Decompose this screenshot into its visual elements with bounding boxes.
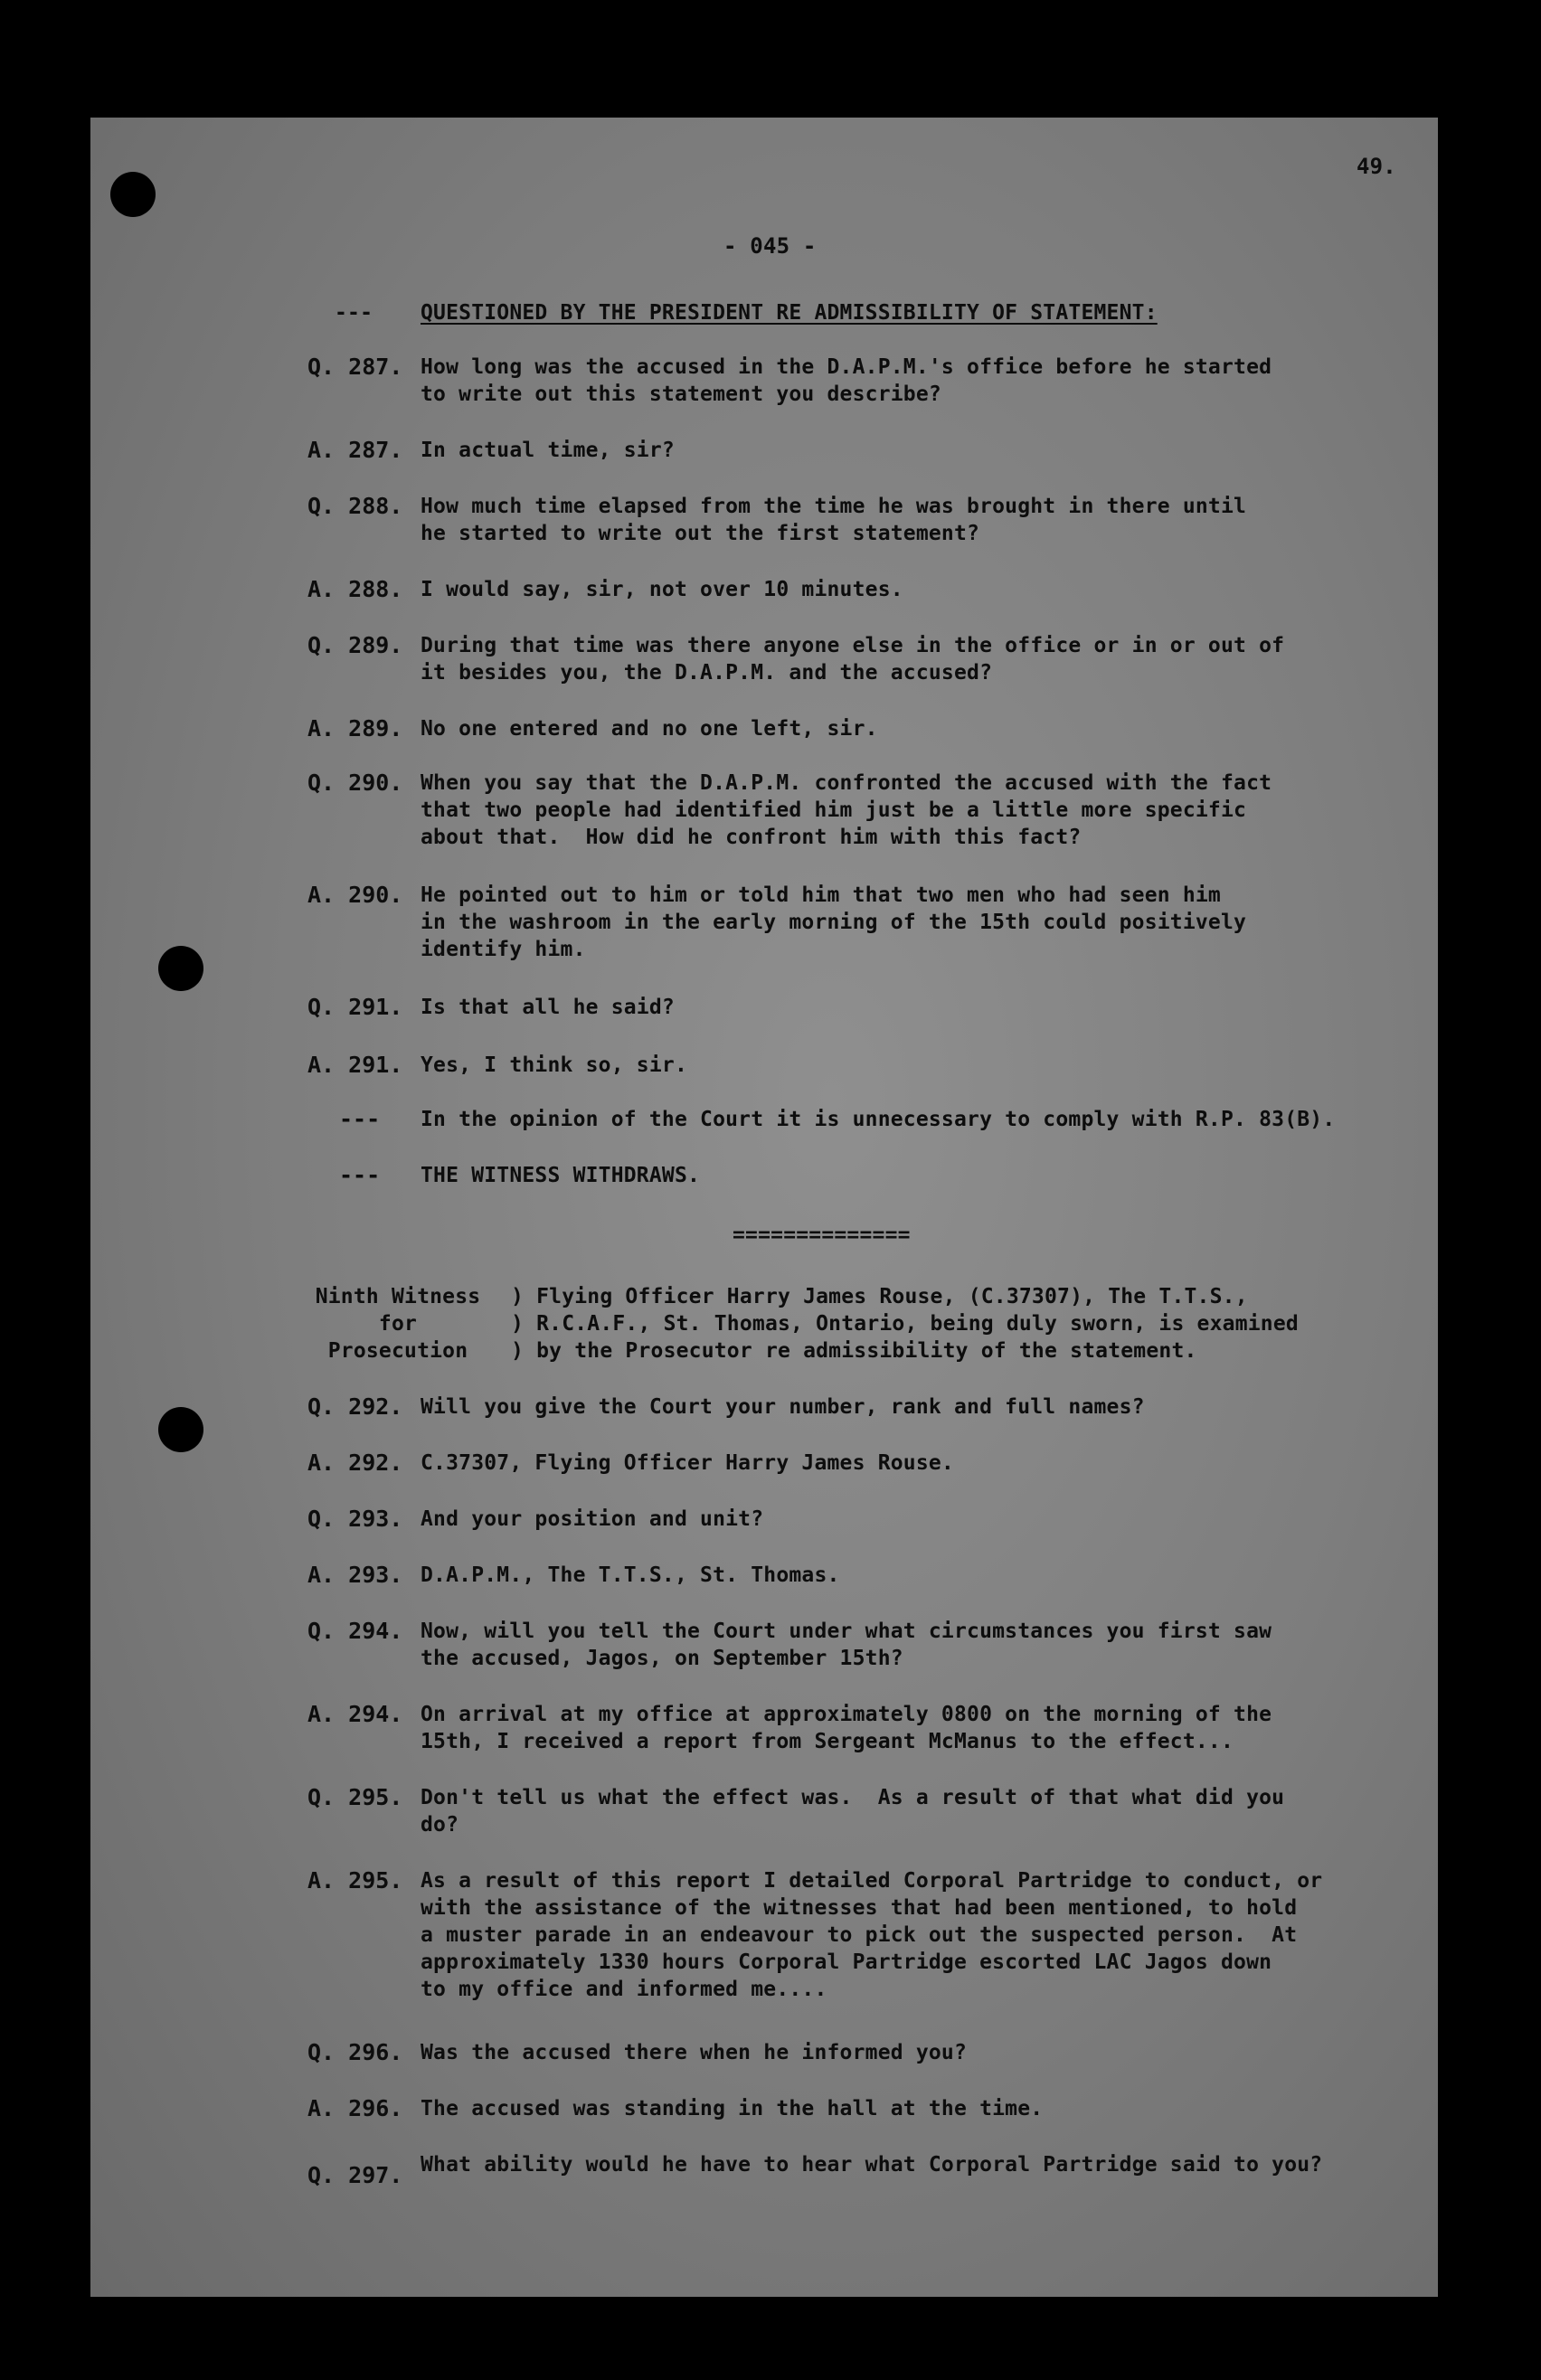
qa-label: Q. 288. bbox=[307, 493, 403, 519]
qa-label: --- bbox=[339, 1162, 381, 1188]
witness-text-line: ) R.C.A.F., St. Thomas, Ontario, being duly sworn, is examined bbox=[511, 1312, 1299, 1336]
section-heading: QUESTIONED BY THE PRESIDENT RE ADMISSIBILITY OF STATEMENT: bbox=[421, 301, 1158, 325]
qa-line: How long was the accused in the D.A.P.M.'s office before he started bbox=[421, 355, 1272, 379]
qa-line: What ability would he have to hear what Corporal Partridge said to you? bbox=[421, 2153, 1323, 2177]
qa-line: Is that all he said? bbox=[421, 996, 675, 1019]
qa-label: A. 296. bbox=[307, 2095, 403, 2121]
witness-text-line: ) by the Prosecutor re admissibility of the statement. bbox=[511, 1339, 1197, 1363]
qa-line: the accused, Jagos, on September 15th? bbox=[421, 1647, 903, 1670]
punch-hole bbox=[158, 946, 203, 991]
qa-label: A. 293. bbox=[307, 1562, 403, 1588]
qa-line: In actual time, sir? bbox=[421, 439, 675, 462]
qa-line: in the washroom in the early morning of the 15th could positively bbox=[421, 911, 1247, 934]
qa-line: The accused was standing in the hall at the time. bbox=[421, 2097, 1044, 2120]
qa-line: And your position and unit? bbox=[421, 1507, 764, 1531]
qa-label: Q. 289. bbox=[307, 632, 403, 658]
page-number: - 045 - bbox=[723, 233, 817, 259]
heading-dash: --- bbox=[335, 301, 373, 325]
qa-label: Q. 296. bbox=[307, 2039, 403, 2065]
qa-line: C.37307, Flying Officer Harry James Rouse. bbox=[421, 1451, 954, 1475]
qa-line: a muster parade in an endeavour to pick out the suspected person. At bbox=[421, 1923, 1298, 1947]
qa-line: 15th, I received a report from Sergeant McManus to the effect... bbox=[421, 1730, 1234, 1753]
qa-label: A. 295. bbox=[307, 1867, 403, 1894]
separator: ============== bbox=[733, 1223, 911, 1247]
qa-line: Now, will you tell the Court under what circumstances you first saw bbox=[421, 1620, 1272, 1643]
qa-label: Q. 292. bbox=[307, 1393, 403, 1420]
qa-line: with the assistance of the witnesses that had been mentioned, to hold bbox=[421, 1896, 1298, 1920]
qa-line: During that time was there anyone else in the office or in or out of bbox=[421, 634, 1285, 657]
qa-label: Q. 295. bbox=[307, 1784, 403, 1810]
qa-label: A. 287. bbox=[307, 437, 403, 463]
witness-label-line: Prosecution bbox=[327, 1339, 468, 1363]
qa-line: that two people had identified him just be a little more specific bbox=[421, 798, 1247, 822]
qa-line: In the opinion of the Court it is unnecessary to comply with R.P. 83(B). bbox=[421, 1108, 1336, 1131]
qa-label: A. 294. bbox=[307, 1701, 403, 1727]
qa-line: Will you give the Court your number, rank and full names? bbox=[421, 1395, 1145, 1419]
qa-line: When you say that the D.A.P.M. confronted the accused with the fact bbox=[421, 771, 1272, 795]
qa-label: A. 289. bbox=[307, 715, 403, 741]
qa-line: do? bbox=[421, 1813, 459, 1837]
qa-label: Q. 294. bbox=[307, 1618, 403, 1644]
qa-line: Yes, I think so, sir. bbox=[421, 1053, 687, 1077]
witness-label-line: Ninth Witness bbox=[315, 1285, 481, 1308]
qa-line: to my office and informed me.... bbox=[421, 1978, 827, 2001]
witness-text-line: ) Flying Officer Harry James Rouse, (C.37307), The T.T.S., bbox=[511, 1285, 1248, 1308]
punch-hole bbox=[158, 1407, 203, 1452]
qa-line: to write out this statement you describe? bbox=[421, 382, 941, 406]
qa-label: A. 291. bbox=[307, 1052, 403, 1078]
qa-line: No one entered and no one left, sir. bbox=[421, 717, 878, 741]
qa-line: I would say, sir, not over 10 minutes. bbox=[421, 578, 903, 601]
qa-label: Q. 291. bbox=[307, 994, 403, 1020]
qa-line: How much time elapsed from the time he was brought in there until bbox=[421, 495, 1247, 518]
qa-label: A. 288. bbox=[307, 576, 403, 602]
qa-line: D.A.P.M., The T.T.S., St. Thomas. bbox=[421, 1563, 840, 1587]
qa-label: Q. 293. bbox=[307, 1506, 403, 1532]
qa-line: THE WITNESS WITHDRAWS. bbox=[421, 1164, 701, 1187]
qa-line: about that. How did he confront him with this fact? bbox=[421, 826, 1082, 849]
qa-line: identify him. bbox=[421, 938, 586, 961]
qa-label: A. 292. bbox=[307, 1450, 403, 1476]
qa-line: Was the accused there when he informed you? bbox=[421, 2041, 968, 2064]
qa-line: On arrival at my office at approximately 0800 on the morning of the bbox=[421, 1703, 1272, 1726]
punch-hole bbox=[110, 172, 156, 217]
qa-label: Q. 290. bbox=[307, 770, 403, 796]
qa-line: he started to write out the first statement? bbox=[421, 522, 980, 545]
qa-label: Q. 287. bbox=[307, 354, 403, 380]
qa-line: approximately 1330 hours Corporal Partridge escorted LAC Jagos down bbox=[421, 1950, 1272, 1974]
qa-line: As a result of this report I detailed Corporal Partridge to conduct, or bbox=[421, 1869, 1323, 1893]
qa-line: He pointed out to him or told him that two men who had seen him bbox=[421, 883, 1221, 907]
qa-label: --- bbox=[339, 1106, 381, 1132]
qa-line: Don't tell us what the effect was. As a result of that what did you bbox=[421, 1786, 1285, 1809]
qa-label: Q. 297. bbox=[307, 2162, 403, 2188]
qa-line: it besides you, the D.A.P.M. and the accused? bbox=[421, 661, 993, 685]
qa-label: A. 290. bbox=[307, 882, 403, 908]
corner-page-number: 49. bbox=[1357, 154, 1396, 179]
witness-label-line: for bbox=[378, 1312, 418, 1336]
